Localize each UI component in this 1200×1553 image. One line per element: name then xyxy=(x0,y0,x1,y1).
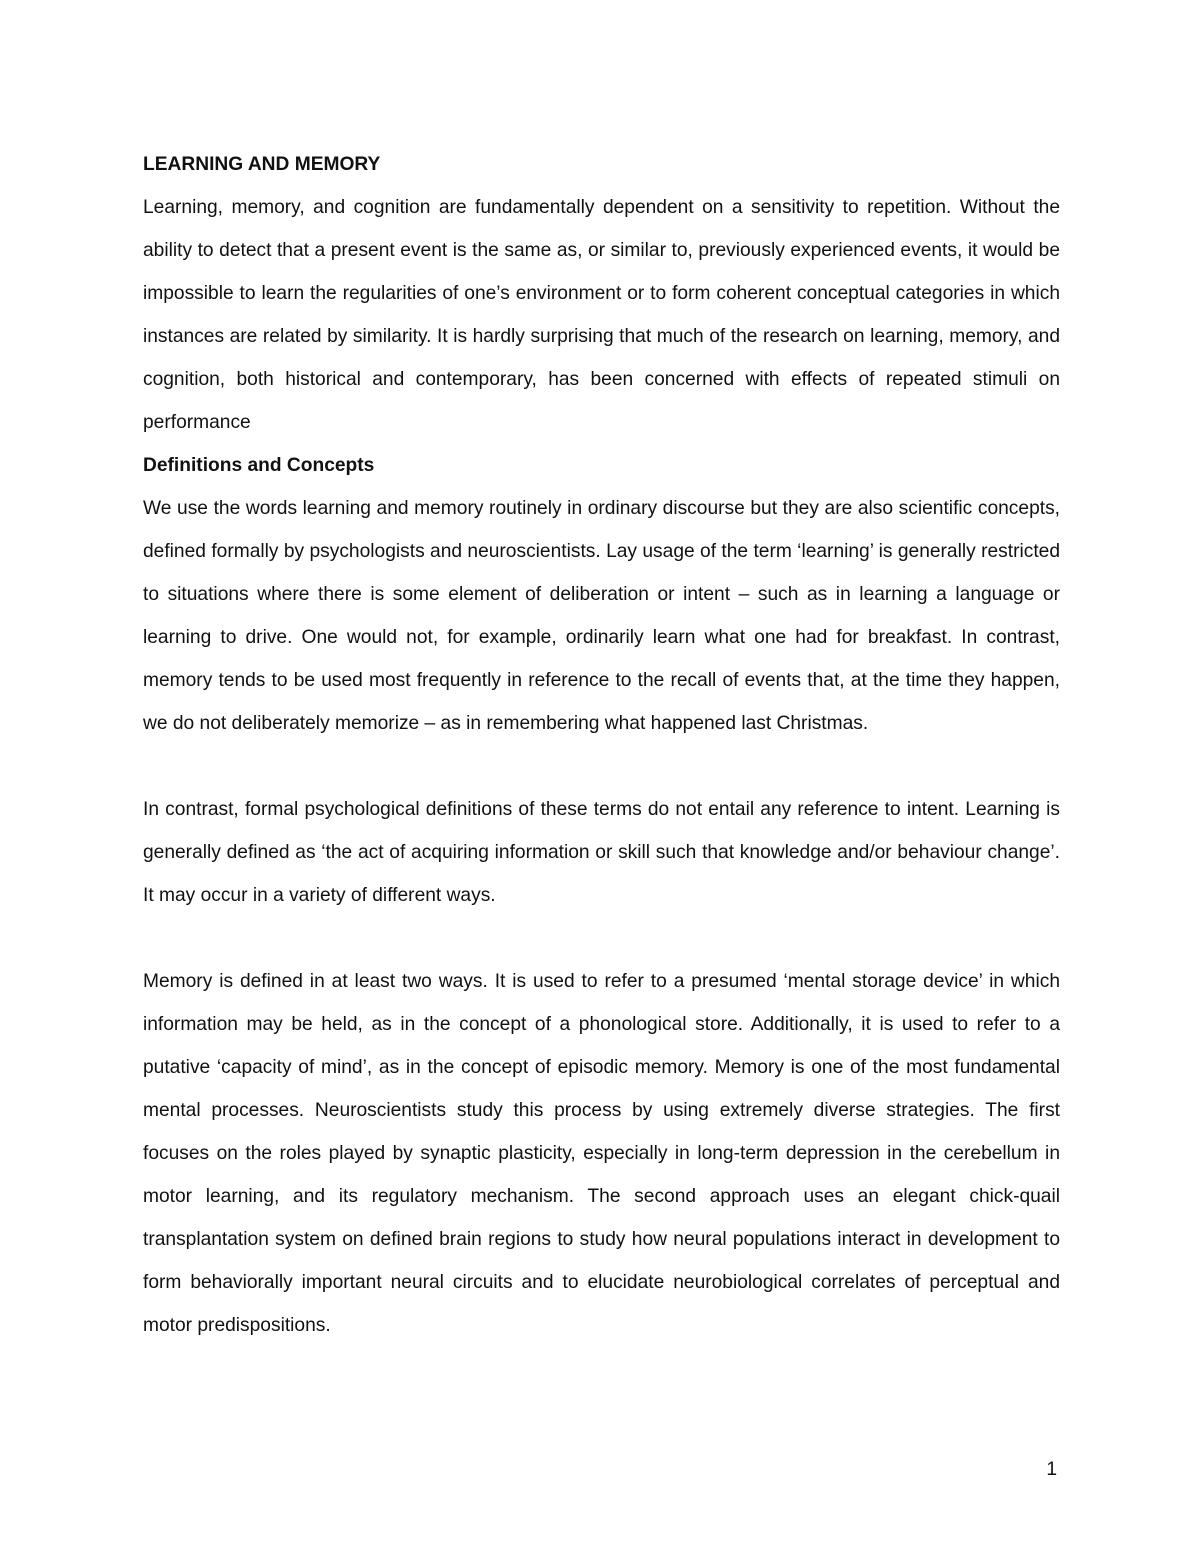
document-page xyxy=(143,143,1060,1347)
page-number: 1 xyxy=(1046,1459,1057,1480)
paragraph-spacer xyxy=(143,745,1060,788)
section-heading: Definitions and Concepts xyxy=(143,455,375,476)
document-title: LEARNING AND MEMORY xyxy=(143,154,381,175)
paragraph-formal-definitions: In contrast, formal psychological definitions of these terms do not entail any reference to intent. Learning is generally defined as ‘the act of acquiring information or skill such that knowledge and/or behaviour change’. It may occur in a variety of different ways. xyxy=(143,799,1060,906)
paragraph-spacer xyxy=(143,917,1060,960)
intro-paragraph: Learning, memory, and cognition are fundamentally dependent on a sensitivity to repetition. Without the ability to detect that a present event is the same as, or similar to, previously experienced events, it would be impossible to learn the regularities of one’s environment or to form coherent conceptual categories in which instances are related by similarity. It is hardly surprising that much of the research on learning, memory, and cognition, both historical and contemporary, has been concerned with effects of repeated stimuli on performance xyxy=(143,197,1060,433)
paragraph-memory: Memory is defined in at least two ways. It is used to refer to a presumed ‘mental storage device’ in which information may be held, as in the concept of a phonological store. Additionally, it is used to refer to a putative ‘capacity of mind’, as in the concept of episodic memory. Memory is one of the most fundamental mental processes. Neuroscientists study this process by using extremely diverse strategies. The first focuses on the roles played by synaptic plasticity, especially in long-term depression in the cerebellum in motor learning, and its regulatory mechanism. The second approach uses an elegant chick-quail transplantation system on defined brain regions to study how neural populations interact in development to form behaviorally important neural circuits and to elucidate neurobiological correlates of perceptual and motor predispositions. xyxy=(143,971,1060,1336)
paragraph-definitions: We use the words learning and memory routinely in ordinary discourse but they are also scientific concepts, defined formally by psychologists and neuroscientists. Lay usage of the term ‘learning’ is generally restricted to situations where there is some element of deliberation or intent – such as in learning a language or learning to drive. One would not, for example, ordinarily learn what one had for breakfast. In contrast, memory tends to be used most frequently in reference to the recall of events that, at the time they happen, we do not deliberately memorize – as in remembering what happened last Christmas. xyxy=(143,498,1060,734)
